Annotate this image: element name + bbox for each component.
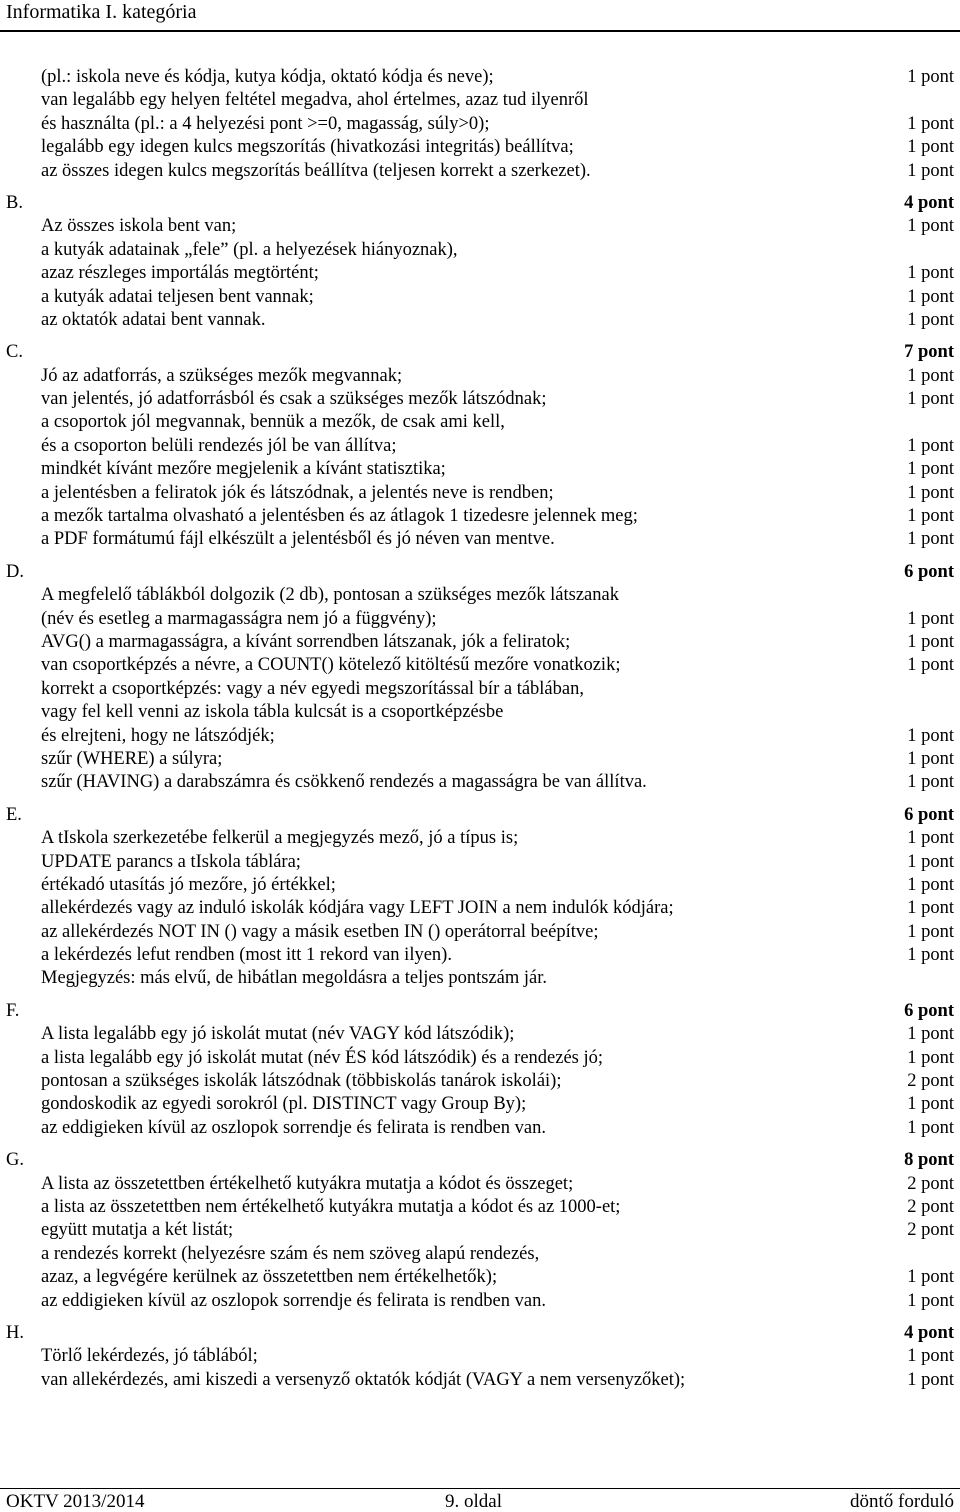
criterion-points: 1 pont [907,1369,954,1390]
criterion-points: 1 pont [907,389,954,410]
criterion-text: azaz, a legvégére kerülnek az összetettben nem értékelhetők); [41,1267,498,1288]
criterion-row [0,1070,960,1093]
criterion-text: a kutyák adatai teljesen bent vannak; [41,286,314,307]
criterion-text: a kutyák adatainak „fele” (pl. a helyezések hiányoznak), [41,239,458,260]
criterion-points: 1 pont [907,263,954,284]
section-heading-row [0,561,960,584]
criterion-points: 1 pont [907,1267,954,1288]
criterion-points: 1 pont [907,898,954,919]
criterion-points: 1 pont [907,851,954,872]
criterion-text: a lista legalább egy jó iskolát mutat (név ÉS kód látszódik) és a rendezés jó; [41,1047,604,1068]
criterion-points: 1 pont [907,529,954,550]
criterion-row [0,725,960,748]
criterion-row [0,771,960,794]
criterion-text: (pl.: iskola neve és kódja, kutya kódja, oktató kódja és neve); [41,67,494,87]
section-total-points: 4 pont [904,192,954,213]
criterion-points: 1 pont [907,1047,954,1068]
criterion-row [0,435,960,458]
criterion-text: korrekt a csoportképzés: vagy a név egyedi megszorítással bír a táblában, [41,678,584,699]
criterion-row [0,66,960,89]
section-total-points: 8 pont [904,1150,954,1171]
section-heading-row [0,1000,960,1023]
criterion-row [0,897,960,920]
criterion-row [0,482,960,505]
criterion-points: 2 pont [907,1220,954,1241]
criterion-points: 1 pont [907,67,954,87]
criterion-text: Az összes iskola bent van; [41,216,237,237]
criterion-row [0,678,960,701]
criterion-row [0,631,960,654]
header-title: Informatika I. kategória [6,1,197,23]
criterion-row [0,921,960,944]
section-letter: G. [6,1150,24,1171]
criterion-text: A lista legalább egy jó iskolát mutat (név VAGY kód látszódik); [41,1024,515,1045]
section-letter: B. [6,192,23,213]
criterion-points: 1 pont [907,945,954,966]
criterion-points: 1 pont [907,631,954,652]
criterion-points: 1 pont [907,1290,954,1311]
section-c [0,341,960,552]
criterion-text: és használta (pl.: a 4 helyezési pont >=0, magasság, súly>0); [41,113,490,134]
criterion-row [0,1196,960,1219]
criterion-row [0,944,960,967]
criterion-points: 1 pont [907,160,954,181]
section-total-points: 6 pont [904,804,954,825]
criterion-row [0,1345,960,1368]
criterion-text: pontosan a szükséges iskolák látszódnak (többiskolás tanárok iskolái); [41,1071,562,1092]
criterion-row [0,365,960,388]
criterion-text: legalább egy idegen kulcs megszorítás (hivatkozási integritás) beállítva; [41,137,574,158]
criterion-points: 1 pont [907,482,954,503]
criterion-text: a PDF formátumú fájl elkészült a jelentésből és jó néven van mentve. [41,529,555,550]
criterion-points: 1 pont [907,748,954,769]
criterion-text: az oktatók adatai bent vannak. [41,309,266,330]
criterion-points: 2 pont [907,1196,954,1217]
section-e [0,804,960,991]
criterion-text: a lekérdezés lefut rendben (most itt 1 rekord van ilyen). [41,945,452,966]
criterion-points: 1 pont [907,655,954,676]
page-header [0,0,960,28]
criterion-row [0,874,960,897]
criterion-row [0,505,960,528]
criterion-text: vagy fel kell venni az iskola tábla kulcsát is a csoportképzésbe [41,702,504,723]
criterion-text: A tIskola szerkezetébe felkerül a megjegyzés mező, jó a típus is; [41,828,519,849]
criterion-row [0,1243,960,1266]
criterion-row [0,113,960,136]
footer-page-number: 9. oldal [445,1491,502,1512]
criterion-points: 1 pont [907,725,954,746]
section-letter: E. [6,804,22,825]
criterion-text: Jó az adatforrás, a szükséges mezők megvannak; [41,365,403,386]
criterion-row [0,1173,960,1196]
criterion-text: UPDATE parancs a tIskola táblára; [41,851,301,872]
criterion-text: (név és esetleg a marmagasságra nem jó a függvény); [41,608,437,629]
criterion-row [0,136,960,159]
criterion-text: A megfelelő táblákból dolgozik (2 db), pontosan a szükséges mezők látszanak [41,585,619,606]
criterion-row [0,967,960,990]
criterion-text: értékadó utasítás jó mezőre, jó értékkel; [41,874,336,895]
footer-left: OKTV 2013/2014 [6,1491,145,1512]
criterion-row [0,827,960,850]
criterion-points: 1 pont [907,113,954,134]
criterion-row [0,1047,960,1070]
criterion-row [0,1093,960,1116]
criterion-row [0,851,960,874]
section-letter: H. [6,1322,24,1343]
criterion-points: 1 pont [907,435,954,456]
criterion-points: 2 pont [907,1173,954,1194]
criterion-points: 1 pont [907,459,954,480]
criterion-text: azaz részleges importálás megtörtént; [41,263,319,284]
criterion-text: és a csoporton belüli rendezés jól be van állítva; [41,435,397,456]
criterion-row [0,411,960,434]
footer-rule [0,1488,960,1489]
criterion-row [0,89,960,112]
criterion-text: gondoskodik az egyedi sorokról (pl. DISTINCT vagy Group By); [41,1094,527,1115]
section-h [0,1322,960,1392]
criterion-text: és elrejteni, hogy ne látszódjék; [41,725,275,746]
criterion-row [0,1290,960,1313]
criterion-text: A lista az összetettben értékelhető kutyákra mutatja a kódot és összeget; [41,1173,574,1194]
criterion-text: van csoportképzés a névre, a COUNT() kötelező kitöltésű mezőre vonatkozik; [41,655,621,676]
section-letter: F. [6,1000,20,1021]
page-footer [0,1488,960,1512]
criterion-row [0,1023,960,1046]
section-heading-row [0,192,960,215]
section-g [0,1149,960,1313]
criterion-text: a jelentésben a feliratok jók és látszódnak, a jelentés neve is rendben; [41,482,554,503]
criterion-points: 1 pont [907,608,954,629]
section-d [0,561,960,795]
criterion-row [0,654,960,677]
section-b [0,192,960,332]
criterion-row [0,528,960,551]
criterion-points: 1 pont [907,137,954,158]
criterion-text: mindkét kívánt mezőre megjelenik a kívánt statisztika; [41,459,446,480]
section-f [0,1000,960,1140]
section-heading-row [0,341,960,364]
criterion-points: 1 pont [907,1117,954,1138]
criterion-row [0,701,960,724]
criterion-text: az eddigieken kívül az oszlopok sorrendje és felirata is rendben van. [41,1117,546,1138]
criterion-text: az eddigieken kívül az oszlopok sorrendje és felirata is rendben van. [41,1290,546,1311]
criterion-text: az allekérdezés NOT IN () vagy a másik esetben IN () operátorral beépítve; [41,921,599,942]
criterion-text: a lista az összetettben nem értékelhető kutyákra mutatja a kódot és az 1000-et; [41,1196,621,1217]
criterion-text: a mezők tartalma olvasható a jelentésben és az átlagok 1 tizedesre jelennek meg; [41,506,638,527]
section-letter: C. [6,342,23,363]
criterion-row [0,1219,960,1242]
criterion-points: 1 pont [907,365,954,386]
criterion-text: együtt mutatja a két listát; [41,1220,234,1241]
criterion-row [0,309,960,332]
criterion-points: 2 pont [907,1071,954,1092]
criterion-text: az összes idegen kulcs megszorítás beállítva (teljesen korrekt a szerkezet). [41,160,591,181]
criterion-row [0,608,960,631]
criterion-points: 1 pont [907,1024,954,1045]
criterion-row [0,262,960,285]
scoring-content [0,66,960,1401]
section-total-points: 6 pont [904,1000,954,1021]
criterion-row [0,160,960,183]
criterion-points: 1 pont [907,286,954,307]
criterion-row [0,1369,960,1392]
criterion-text: a csoportok jól megvannak, bennük a mezők, de csak ami kell, [41,412,505,433]
criterion-text: AVG() a marmagasságra, a kívánt sorrendben látszanak, jók a feliratok; [41,631,571,652]
criterion-text: szűr (HAVING) a darabszámra és csökkenő rendezés a magasságra be van állítva. [41,772,647,793]
section-heading-row [0,1322,960,1345]
criterion-row [0,584,960,607]
criterion-row [0,458,960,481]
section-heading-row [0,804,960,827]
criterion-row [0,748,960,771]
criterion-text: szűr (WHERE) a súlyra; [41,748,223,769]
criterion-text: a rendezés korrekt (helyezésre szám és nem szöveg alapú rendezés, [41,1243,540,1264]
criterion-text: van jelentés, jó adatforrásból és csak a szükséges mezők látszódnak; [41,389,547,410]
section-a-continued [0,66,960,183]
criterion-points: 1 pont [907,309,954,330]
criterion-points: 1 pont [907,1094,954,1115]
footer-right: döntő forduló [850,1491,954,1512]
criterion-text: allekérdezés vagy az induló iskolák kódjára vagy LEFT JOIN a nem indulók kódjára; [41,898,674,919]
criterion-text: Megjegyzés: más elvű, de hibátlan megoldásra a teljes pontszám jár. [41,968,548,989]
criterion-points: 1 pont [907,216,954,237]
criterion-row [0,239,960,262]
section-total-points: 6 pont [904,561,954,582]
section-total-points: 4 pont [904,1322,954,1343]
criterion-row [0,388,960,411]
criterion-points: 1 pont [907,1346,954,1367]
criterion-row [0,215,960,238]
criterion-points: 1 pont [907,828,954,849]
header-rule [0,30,960,32]
criterion-text: van allekérdezés, ami kiszedi a versenyző oktatók kódját (VAGY a nem versenyzőket); [41,1369,686,1390]
criterion-points: 1 pont [907,874,954,895]
criterion-row [0,1266,960,1289]
criterion-points: 1 pont [907,772,954,793]
section-letter: D. [6,561,24,582]
criterion-row [0,1117,960,1140]
section-heading-row [0,1149,960,1172]
criterion-points: 1 pont [907,921,954,942]
criterion-points: 1 pont [907,506,954,527]
criterion-text: Törlő lekérdezés, jó táblából; [41,1346,258,1367]
criterion-row [0,286,960,309]
criterion-text: van legalább egy helyen feltétel megadva, ahol értelmes, azaz tud ilyenről [41,90,589,111]
section-total-points: 7 pont [904,342,954,363]
